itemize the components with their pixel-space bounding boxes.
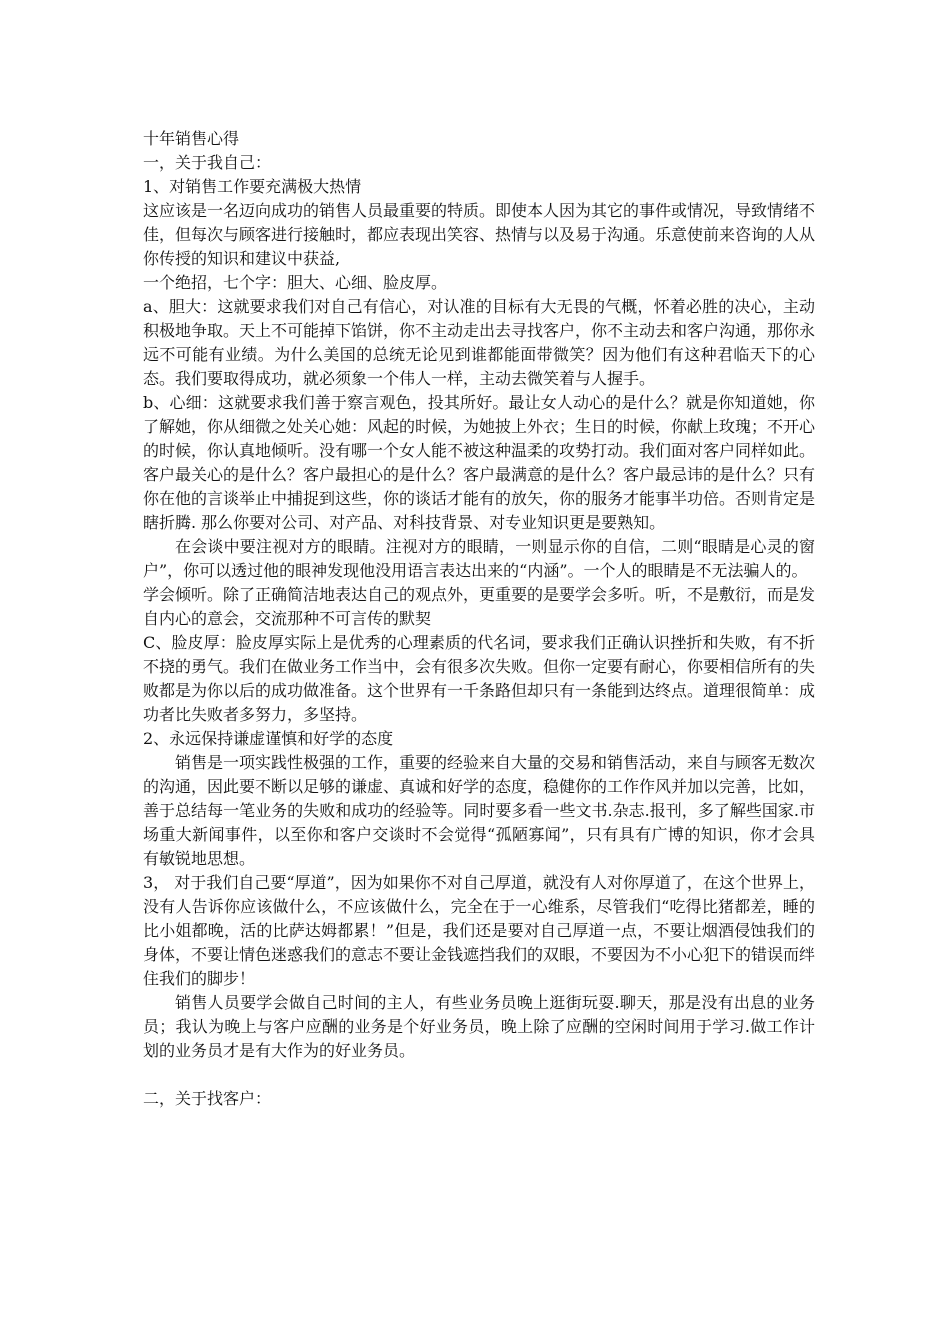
- paragraph-4: b、心细：这就要求我们善于察言观色，投其所好。最让女人动心的是什么？就是你知道她，你了解她，你从细微之处关心她：风起的时候，为她披上外衣；生日的时候，你献上玫瑰；不开心的时候，你认真地倾听。没有哪一个女人能不被这种温柔的攻势打动。我们面对客户同样如此。客户最关心的是什么？客户最担心的是什么？客户最满意的是什么？客户最忌讳的是什么？只有你在他的言谈举止中捕捉到这些，你的谈话才能有的放矢，你的服务才能事半功倍。否则肯定是瞎折腾. 那么你要对公司、对产品、对科技背景、对专业知识更是要熟知。: [143, 393, 816, 532]
- paragraph-10: 销售人员要学会做自己时间的主人，有些业务员晚上逛街玩耍.聊天，那是没有出息的业务员；我认为晚上与客户应酬的业务是个好业务员，晚上除了应酬的空闲时间用于学习.做工作计划的业务员才是有大作为的好业务员。: [143, 993, 815, 1060]
- paragraph-7: C、脸皮厚：脸皮厚实际上是优秀的心理素质的代名词，要求我们正确认识挫折和失败，有不折不挠的勇气。我们在做业务工作当中，会有很多次失败。但你一定要有耐心，你要相信所有的失败都是为你以后的成功做准备。这个世界有一千条路但却只有一条能到达终点。道理很简单：成功者比失败者多努力，多坚持。: [143, 633, 816, 724]
- item-heading-1: 1、对销售工作要充满极大热情: [143, 177, 362, 196]
- paragraph-1: 这应该是一名迈向成功的销售人员最重要的特质。即使本人因为其它的事件或情况，导致情绪不佳，但每次与顾客进行接触时，都应表现出笑容、热情与以及易于沟通。乐意使前来咨询的人从你传授的知识和建议中获益,: [143, 201, 816, 268]
- section-heading-1: 一，关于我自己：: [143, 153, 272, 172]
- paragraph-6: 学会倾听。除了正确简洁地表达自己的观点外，更重要的是要学会多听。听，不是敷衍，而是发自内心的意会，交流那种不可言传的默契: [143, 585, 816, 628]
- blank-line: [143, 1063, 815, 1087]
- item-heading-2: 2、永远保持谦虚谨慎和好学的态度: [143, 729, 394, 748]
- document-body: [143, 127, 815, 1111]
- paragraph-8: 销售是一项实践性极强的工作，重要的经验来自大量的交易和销售活动，来自与顾客无数次的沟通，因此要不断以足够的谦虚、真诚和好学的态度，稳健你的工作作风并加以完善，比如，善于总结每一笔业务的失败和成功的经验等。同时要多看一些文书.杂志.报刊，多了解些国家.市场重大新闻事件，以至你和客户交谈时不会觉得“孤陋寡闻”，只有具有广博的知识，你才会具有敏锐地思想。: [143, 753, 816, 868]
- paragraph-3: a、胆大：这就要求我们对自己有信心，对认准的目标有大无畏的气概，怀着必胜的决心，主动积极地争取。天上不可能掉下馅饼，你不主动走出去寻找客户，你不主动去和客户沟通，那你永远不可能有业绩。为什么美国的总统无论见到谁都能面带微笑？因为他们有这种君临天下的心态。我们要取得成功，就必须象一个伟人一样，主动去微笑着与人握手。: [143, 297, 816, 388]
- document-title: 十年销售心得: [143, 129, 240, 148]
- paragraph-2: 一个绝招，七个字：胆大、心细、脸皮厚。: [143, 273, 448, 292]
- paragraph-5: 在会谈中要注视对方的眼睛。注视对方的眼睛，一则显示你的自信，二则“眼睛是心灵的窗户”，你可以透过他的眼神发现他没用语言表达出来的“内涵”。一个人的眼睛是不无法骗人的。: [143, 537, 815, 580]
- section-heading-2: 二，关于找客户：: [143, 1089, 272, 1108]
- paragraph-9: 3， 对于我们自己要“厚道”，因为如果你不对自己厚道，就没有人对你厚道了，在这个世界上，没有人告诉你应该做什么，不应该做什么，完全在于一心维系，尽管我们“吃得比猪都差，睡的比小姐都晚，活的比萨达姆都累！”但是，我们还是要对自己厚道一点，不要让烟酒侵蚀我们的身体，不要让情色迷惑我们的意志不要让金钱遮挡我们的双眼，不要因为不小心犯下的错误而绊住我们的脚步！: [143, 873, 816, 988]
